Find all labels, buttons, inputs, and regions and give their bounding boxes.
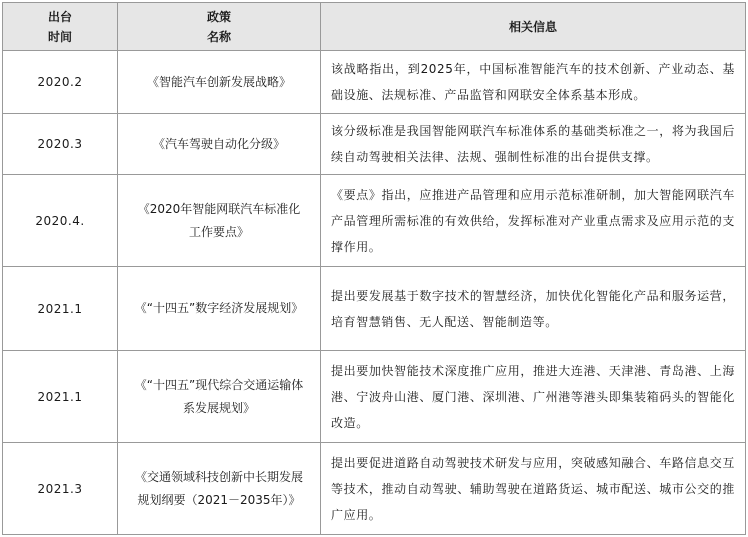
header-name: 政策 名称: [118, 3, 321, 51]
table-row: [3, 267, 746, 351]
header-time: 出台 时间: [3, 3, 118, 51]
info-cell: 该分级标准是我国智能网联汽车标准体系的基础类标准之一，将为我国后续自动驾驶相关法律、法规、强制性标准的出台提供支撑。: [321, 114, 746, 175]
info-cell: 《要点》指出，应推进产品管理和应用示范标准研制，加大智能网联汽车产品管理所需标准的有效供给，发挥标准对产业重点需求及应用示范的支撑作用。: [321, 175, 746, 267]
table-row: [3, 51, 746, 114]
date-cell: 2020.4.: [3, 175, 118, 267]
table-row: [3, 443, 746, 535]
date-cell: 2020.3: [3, 114, 118, 175]
info-cell: 提出要促进道路自动驾驶技术研发与应用，突破感知融合、车路信息交互等技术，推动自动驾驶、辅助驾驶在道路货运、城市配送、城市公交的推广应用。: [321, 443, 746, 535]
info-cell: 该战略指出，到2025年，中国标准智能汽车的技术创新、产业动态、基础设施、法规标准、产品监管和网联安全体系基本形成。: [321, 51, 746, 114]
policy-name-cell: 《交通领域科技创新中长期发展规划纲要（2021－2035年）》: [118, 443, 321, 535]
date-cell: 2021.3: [3, 443, 118, 535]
policy-name-cell: 《智能汽车创新发展战略》: [118, 51, 321, 114]
date-cell: 2021.1: [3, 267, 118, 351]
table-row: [3, 114, 746, 175]
info-cell: 提出要发展基于数字技术的智慧经济，加快优化智能化产品和服务运营，培育智慧销售、无人配送、智能制造等。: [321, 267, 746, 351]
policy-name-cell: 《“十四五”现代综合交通运输体系发展规划》: [118, 351, 321, 443]
date-cell: 2021.1: [3, 351, 118, 443]
header-info: 相关信息: [321, 3, 746, 51]
info-cell: 提出要加快智能技术深度推广应用，推进大连港、天津港、青岛港、上海港、宁波舟山港、厦门港、深圳港、广州港等港头即集装箱码头的智能化改造。: [321, 351, 746, 443]
table-row: [3, 351, 746, 443]
policy-name-cell: 《2020年智能网联汽车标准化工作要点》: [118, 175, 321, 267]
date-cell: 2020.2: [3, 51, 118, 114]
policy-name-cell: 《“十四五”数字经济发展规划》: [118, 267, 321, 351]
policy-table: [2, 2, 746, 535]
header-row: [3, 3, 746, 51]
table-row: [3, 175, 746, 267]
policy-name-cell: 《汽车驾驶自动化分级》: [118, 114, 321, 175]
